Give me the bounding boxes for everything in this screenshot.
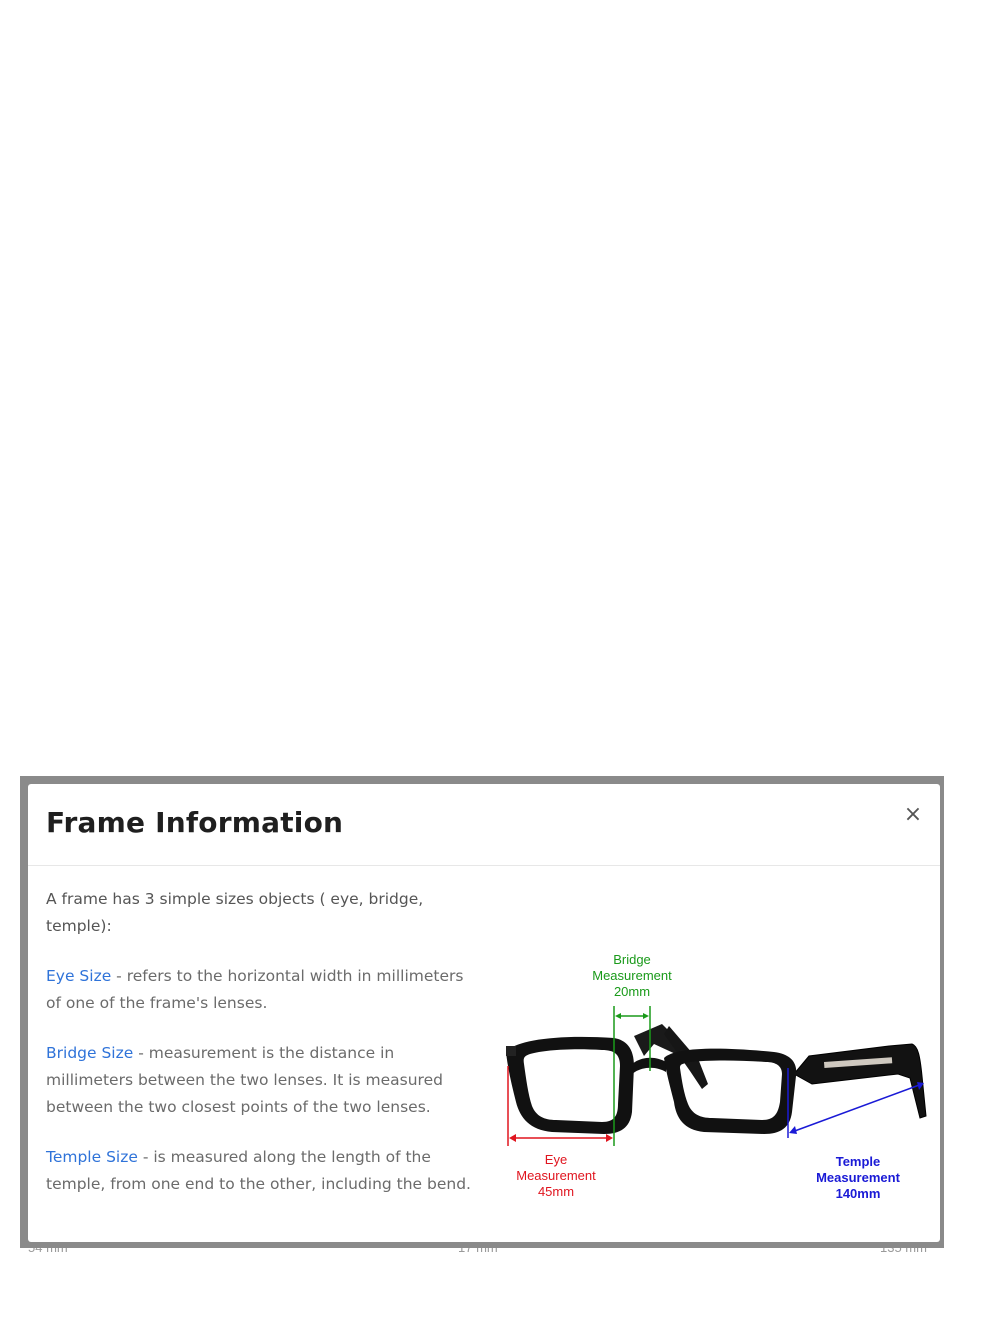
temple-label: Temple	[835, 1154, 881, 1169]
bridge-value: 20mm	[613, 984, 651, 999]
eye-size-term: Eye Size	[46, 967, 112, 985]
close-button[interactable]: ×	[903, 802, 923, 827]
modal-header	[28, 784, 940, 866]
bridge-size-text: - measurement is the distance in millimeters between the two lenses. It is measured between the two closest points of the two lenses.	[46, 1044, 443, 1116]
eye-value: 45mm	[537, 1184, 575, 1199]
temple-value: 140mm	[835, 1186, 881, 1201]
eye-measurement-label: Measurement	[516, 1168, 596, 1183]
intro-text: A frame has 3 simple sizes objects ( eye, bridge, temple):	[46, 890, 424, 935]
temple-size-term: Temple Size	[46, 1148, 138, 1166]
temple-size-definition	[46, 1144, 476, 1198]
bridge-size-term: Bridge Size	[46, 1044, 134, 1062]
eye-size-definition	[46, 963, 476, 1017]
bridge-label: Bridge	[613, 952, 651, 967]
eye-size-text: - refers to the horizontal width in millimeters of one of the frame's lenses.	[46, 967, 464, 1012]
frame-size-descriptions	[46, 886, 476, 1221]
bridge-size-definition	[46, 1040, 476, 1121]
glasses-measurement-diagram	[494, 906, 934, 1206]
temple-measurement-marker	[788, 1068, 924, 1201]
modal-body	[28, 866, 940, 1242]
temple-size-text: - is measured along the length of the temple, from one end to the other, including the bend.	[46, 1148, 471, 1193]
temple-measurement-label: Measurement	[816, 1170, 900, 1185]
bridge-measurement-label: Measurement	[592, 968, 672, 983]
eye-label: Eye	[544, 1152, 568, 1167]
modal-title: Frame Information	[46, 806, 344, 839]
glasses-illustration	[506, 1024, 926, 1134]
frame-information-modal	[28, 784, 940, 1242]
